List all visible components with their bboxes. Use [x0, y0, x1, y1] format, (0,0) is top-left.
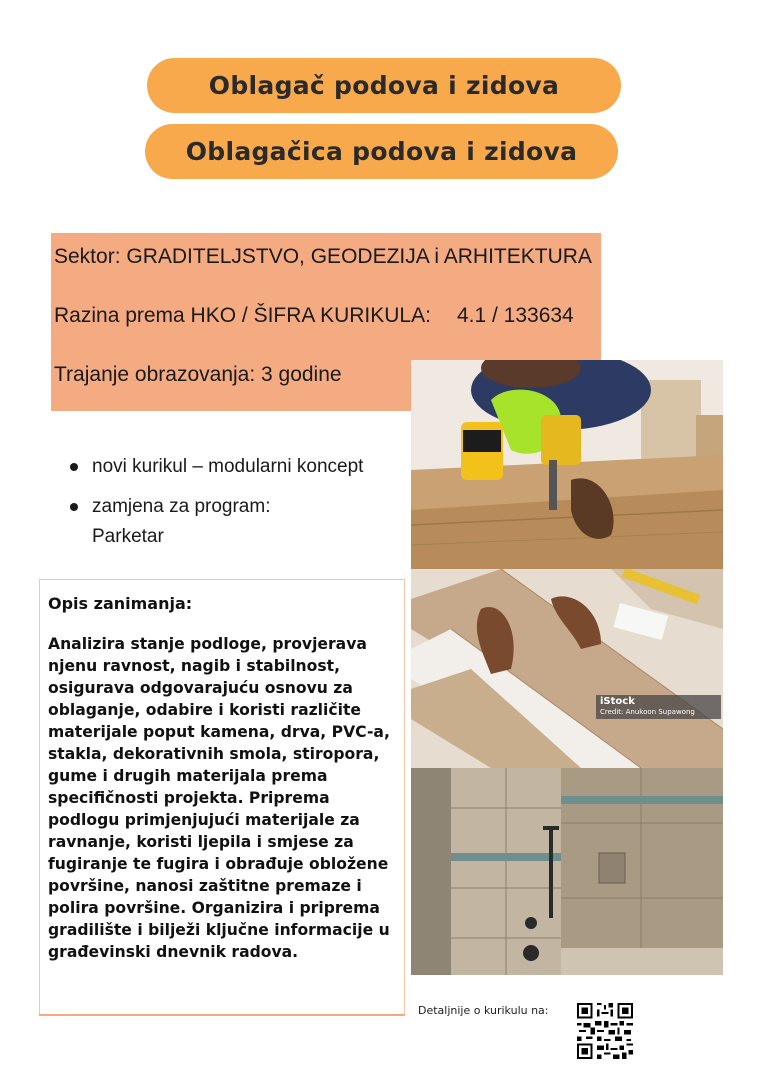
- bullet-item-replacement: [68, 495, 408, 525]
- duration-line: Trajanje obrazovanja: 3 godine: [54, 363, 342, 386]
- photo-drilling: [411, 360, 723, 569]
- description-underline: [39, 1014, 405, 1016]
- istock-brand: iStock: [600, 696, 635, 707]
- istock-credit: Credit: Anukoon Supawong: [600, 708, 695, 716]
- bullet-item-new-curriculum: [68, 455, 408, 495]
- level-label: Razina prema HKO / ŠIFRA KURIKULA:: [54, 304, 431, 327]
- description-title: Opis zanimanja:: [48, 594, 193, 613]
- photo-bathroom: [411, 768, 723, 975]
- bullet-dot-icon: [70, 463, 78, 471]
- description-box: [39, 579, 405, 1016]
- sector-line: Sektor: GRADITELJSTVO, GEODEZIJA i ARHITEKTURA: [54, 245, 592, 268]
- istock-watermark: [596, 695, 721, 719]
- title-female: Oblagačica podova i zidova: [145, 124, 618, 179]
- more-info-label: Detaljnije o kurikulu na:: [418, 1004, 549, 1017]
- bullet-sub-program: Parketar: [92, 526, 164, 547]
- level-line: [54, 304, 574, 328]
- qr-code-icon[interactable]: [577, 1003, 633, 1059]
- bullet-dot-icon: [70, 503, 78, 511]
- description-text: Analizira stanje podloge, provjerava njenu ravnost, nagib i stabilnost, osigurava odgovarajuću osnovu za oblaganje, odabire i koristi različite materijale poput kamena, drva, PVC-a, stakla, dekorativnih smola, stiropora, gume i drugih materijala prema specifičnosti projekta. Priprema podlogu primjenjujući materijale za ravnanje, koristi ljepila i smjese za fugiranje te fugira i obrađuje obložene površine, nanosi zaštitne premaze i polira površine. Organizira i priprema gradilište i bilježi ključne informacije u građevinski dnevnik radova.: [48, 635, 390, 961]
- photo-planks: [411, 569, 723, 768]
- bullet-list: [68, 455, 408, 549]
- bullet-text: zamjena za program:: [92, 496, 271, 517]
- level-code: 4.1 / 133634: [456, 304, 574, 327]
- bullet-text: novi kurikul – modularni koncept: [92, 456, 364, 477]
- title-male: Oblagač podova i zidova: [147, 58, 621, 113]
